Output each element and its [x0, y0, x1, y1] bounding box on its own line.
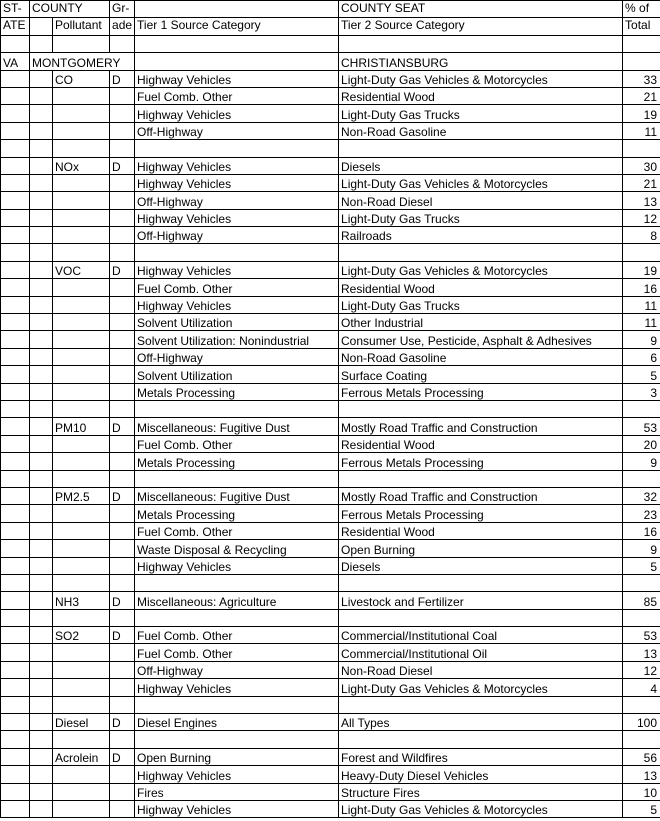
tier2-cell: Mostly Road Traffic and Construction: [339, 487, 623, 504]
pollutant-cell: NH3: [53, 592, 110, 609]
pollutant-cell: SO2: [53, 627, 110, 644]
grade-cell: D: [110, 714, 135, 731]
county-cell: MONTGOMERY: [30, 53, 135, 70]
pollutant-cell: VOC: [53, 261, 110, 278]
pct-cell: 21: [623, 87, 660, 104]
tier2-cell: Residential Wood: [339, 279, 623, 296]
table-row: [1, 122, 660, 139]
header-county-seat: COUNTY SEAT: [339, 1, 623, 18]
tier2-cell: Light-Duty Gas Vehicles & Motorcycles: [339, 261, 623, 278]
tier1-cell: Highway Vehicles: [135, 105, 339, 122]
header-row-2: [1, 18, 660, 35]
tier1-cell: Highway Vehicles: [135, 174, 339, 191]
pct-cell: 9: [623, 540, 660, 557]
pct-cell: 85: [623, 592, 660, 609]
tier1-cell: Miscellaneous: Fugitive Dust: [135, 418, 339, 435]
tier1-cell: Waste Disposal & Recycling: [135, 540, 339, 557]
tier2-cell: Structure Fires: [339, 783, 623, 800]
tier2-cell: Heavy-Duty Diesel Vehicles: [339, 766, 623, 783]
table-row: [1, 592, 660, 609]
tier2-cell: Non-Road Diesel: [339, 661, 623, 678]
pct-cell: 13: [623, 766, 660, 783]
tier2-cell: Light-Duty Gas Vehicles & Motorcycles: [339, 679, 623, 696]
header-state-bottom: ATE: [1, 18, 30, 35]
table-row: [1, 174, 660, 191]
tier2-cell: Light-Duty Gas Vehicles & Motorcycles: [339, 800, 623, 817]
grade-cell: D: [110, 627, 135, 644]
tier2-cell: Forest and Wildfires: [339, 748, 623, 765]
pct-cell: 11: [623, 314, 660, 331]
header-empty: [30, 18, 53, 35]
location-row: [1, 53, 660, 70]
pollutant-cell: NOx: [53, 157, 110, 174]
pct-cell: 13: [623, 192, 660, 209]
tier1-cell: Off-Highway: [135, 348, 339, 365]
grade-cell: D: [110, 748, 135, 765]
tier2-cell: Light-Duty Gas Trucks: [339, 296, 623, 313]
pct-cell: 12: [623, 209, 660, 226]
table-row: [1, 331, 660, 348]
state-cell: VA: [1, 53, 30, 70]
spacer-row: [1, 35, 660, 52]
tier1-cell: Solvent Utilization: [135, 314, 339, 331]
tier1-cell: Highway Vehicles: [135, 679, 339, 696]
county-seat-cell: CHRISTIANSBURG: [339, 53, 623, 70]
pct-cell: 30: [623, 157, 660, 174]
tier1-cell: Metals Processing: [135, 505, 339, 522]
table-row: [1, 348, 660, 365]
tier1-cell: Highway Vehicles: [135, 557, 339, 574]
pct-cell: 53: [623, 627, 660, 644]
pct-cell: 8: [623, 227, 660, 244]
pct-cell: 16: [623, 279, 660, 296]
pollutant-cell: Diesel: [53, 714, 110, 731]
tier1-cell: Fuel Comb. Other: [135, 279, 339, 296]
tier2-cell: Surface Coating: [339, 366, 623, 383]
tier1-cell: Fuel Comb. Other: [135, 644, 339, 661]
table-row: [1, 487, 660, 504]
pct-cell: 5: [623, 557, 660, 574]
tier2-cell: Railroads: [339, 227, 623, 244]
table-row: [1, 383, 660, 400]
pct-cell: 19: [623, 105, 660, 122]
pollutant-cell: PM2.5: [53, 487, 110, 504]
tier1-cell: Diesel Engines: [135, 714, 339, 731]
table-row: [1, 209, 660, 226]
grade-cell: D: [110, 418, 135, 435]
tier1-cell: Highway Vehicles: [135, 766, 339, 783]
table-row: [1, 87, 660, 104]
grade-cell: D: [110, 70, 135, 87]
header-county: COUNTY: [30, 1, 110, 18]
pct-cell: 32: [623, 487, 660, 504]
tier1-cell: Highway Vehicles: [135, 800, 339, 817]
tier2-cell: Ferrous Metals Processing: [339, 453, 623, 470]
spacer-row: [1, 140, 660, 157]
tier2-cell: Ferrous Metals Processing: [339, 383, 623, 400]
table-row: [1, 505, 660, 522]
tier1-cell: Metals Processing: [135, 383, 339, 400]
pct-cell: 6: [623, 348, 660, 365]
spacer-row: [1, 731, 660, 748]
table-row: [1, 227, 660, 244]
table-row: [1, 418, 660, 435]
header-grade-top: Gr-: [110, 1, 135, 18]
tier1-cell: Off-Highway: [135, 661, 339, 678]
pct-cell: 16: [623, 522, 660, 539]
table-row: [1, 748, 660, 765]
tier2-cell: Residential Wood: [339, 87, 623, 104]
tier2-cell: Residential Wood: [339, 435, 623, 452]
tier1-cell: Fuel Comb. Other: [135, 522, 339, 539]
tier2-cell: Residential Wood: [339, 522, 623, 539]
table-row: [1, 435, 660, 452]
tier2-cell: Mostly Road Traffic and Construction: [339, 418, 623, 435]
pct-cell: 5: [623, 366, 660, 383]
table-row: [1, 261, 660, 278]
tier1-cell: Off-Highway: [135, 227, 339, 244]
tier1-cell: Off-Highway: [135, 122, 339, 139]
header-tier1: Tier 1 Source Category: [135, 18, 339, 35]
table-row: [1, 296, 660, 313]
tier1-cell: Open Burning: [135, 748, 339, 765]
table-row: [1, 679, 660, 696]
pct-cell: 100: [623, 714, 660, 731]
tier2-cell: Non-Road Gasoline: [339, 348, 623, 365]
pct-cell: 13: [623, 644, 660, 661]
tier1-cell: Miscellaneous: Agriculture: [135, 592, 339, 609]
tier2-cell: Light-Duty Gas Vehicles & Motorcycles: [339, 70, 623, 87]
header-tier2: Tier 2 Source Category: [339, 18, 623, 35]
tier2-cell: Commercial/Institutional Oil: [339, 644, 623, 661]
pct-cell: 20: [623, 435, 660, 452]
tier2-cell: Diesels: [339, 557, 623, 574]
table-row: [1, 661, 660, 678]
tier2-cell: Consumer Use, Pesticide, Asphalt & Adhesives: [339, 331, 623, 348]
pct-cell: 11: [623, 122, 660, 139]
table-row: [1, 105, 660, 122]
tier1-cell: Fuel Comb. Other: [135, 627, 339, 644]
tier2-cell: Non-Road Gasoline: [339, 122, 623, 139]
pct-cell: 53: [623, 418, 660, 435]
table-row: [1, 279, 660, 296]
tier2-cell: Open Burning: [339, 540, 623, 557]
tier2-cell: Commercial/Institutional Coal: [339, 627, 623, 644]
pct-cell: 23: [623, 505, 660, 522]
tier1-cell: Solvent Utilization: [135, 366, 339, 383]
tier1-cell: Highway Vehicles: [135, 209, 339, 226]
pollutant-cell: Acrolein: [53, 748, 110, 765]
pct-cell: 33: [623, 70, 660, 87]
tier1-cell: Highway Vehicles: [135, 296, 339, 313]
table-row: [1, 192, 660, 209]
table-row: [1, 314, 660, 331]
tier1-cell: Highway Vehicles: [135, 261, 339, 278]
tier1-cell: Fuel Comb. Other: [135, 435, 339, 452]
pollutant-cell: CO: [53, 70, 110, 87]
spacer-row: [1, 696, 660, 713]
tier2-cell: Light-Duty Gas Trucks: [339, 209, 623, 226]
spacer-row: [1, 400, 660, 417]
spacer-row: [1, 470, 660, 487]
table-row: [1, 453, 660, 470]
pollutant-cell: PM10: [53, 418, 110, 435]
header-pct-bottom: Total: [623, 18, 660, 35]
tier1-cell: Miscellaneous: Fugitive Dust: [135, 487, 339, 504]
table-row: [1, 800, 660, 817]
pct-cell: 19: [623, 261, 660, 278]
pct-cell: 4: [623, 679, 660, 696]
tier2-cell: Diesels: [339, 157, 623, 174]
tier2-cell: Livestock and Fertilizer: [339, 592, 623, 609]
pct-cell: 21: [623, 174, 660, 191]
table-row: [1, 366, 660, 383]
tier2-cell: All Types: [339, 714, 623, 731]
table-row: [1, 644, 660, 661]
pct-cell: 3: [623, 383, 660, 400]
spacer-row: [1, 574, 660, 591]
table-row: [1, 714, 660, 731]
header-pollutant: Pollutant: [53, 18, 110, 35]
tier1-cell: Fuel Comb. Other: [135, 87, 339, 104]
table-row: [1, 766, 660, 783]
pct-cell: 9: [623, 453, 660, 470]
tier2-cell: Light-Duty Gas Vehicles & Motorcycles: [339, 174, 623, 191]
table-row: [1, 522, 660, 539]
grade-cell: D: [110, 487, 135, 504]
pct-cell: 11: [623, 296, 660, 313]
tier1-cell: Off-Highway: [135, 192, 339, 209]
grade-cell: D: [110, 261, 135, 278]
header-grade-bottom: ade: [110, 18, 135, 35]
table-row: [1, 157, 660, 174]
header-blank: [135, 1, 339, 18]
tier1-cell: Metals Processing: [135, 453, 339, 470]
spacer-row: [1, 609, 660, 626]
pct-cell: 56: [623, 748, 660, 765]
tier1-cell: Fires: [135, 783, 339, 800]
tier2-cell: Non-Road Diesel: [339, 192, 623, 209]
header-state-top: ST-: [1, 1, 30, 18]
table-row: [1, 70, 660, 87]
table-row: [1, 557, 660, 574]
tier2-cell: Other Industrial: [339, 314, 623, 331]
tier1-cell: Highway Vehicles: [135, 157, 339, 174]
tier1-cell: Highway Vehicles: [135, 70, 339, 87]
pct-cell: 12: [623, 661, 660, 678]
table-row: [1, 783, 660, 800]
spacer-row: [1, 244, 660, 261]
grade-cell: D: [110, 592, 135, 609]
header-row-1: [1, 1, 660, 18]
table-row: [1, 540, 660, 557]
pct-cell: 10: [623, 783, 660, 800]
grade-cell: D: [110, 157, 135, 174]
tier1-cell: Solvent Utilization: Nonindustrial: [135, 331, 339, 348]
tier2-cell: Light-Duty Gas Trucks: [339, 105, 623, 122]
pct-cell: 9: [623, 331, 660, 348]
table-row: [1, 627, 660, 644]
tier2-cell: Ferrous Metals Processing: [339, 505, 623, 522]
pct-cell: 5: [623, 800, 660, 817]
header-pct-top: % of: [623, 1, 660, 18]
